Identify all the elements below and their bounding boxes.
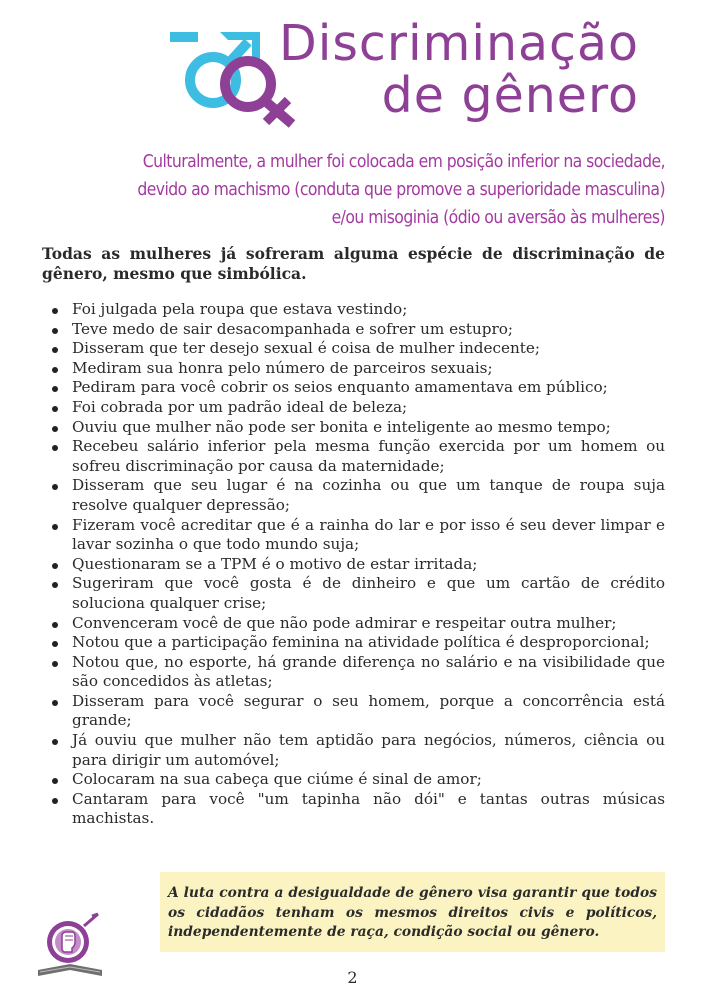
- subtitle: [45, 148, 665, 232]
- page-title: [279, 15, 639, 124]
- highlight-callout: A luta contra a desigualdade de gênero visa garantir que todos os cidadãos tenham os mesmos direitos civis e políticos, independentemente de raça, condição social ou gênero.: [160, 872, 665, 952]
- list-item: Sugeriram que você gosta é de dinheiro e que um cartão de crédito soluciona qualquer crise;: [50, 574, 665, 613]
- list-item: Disseram para você segurar o seu homem, porque a concorrência está grande;: [50, 692, 665, 731]
- list-item: Notou que, no esporte, há grande diferença no salário e na visibilidade que são concedidos às atletas;: [50, 653, 665, 692]
- list-item: Convenceram você de que não pode admirar e respeitar outra mulher;: [50, 614, 665, 634]
- list-item: Questionaram se a TPM é o motivo de estar irritada;: [50, 555, 665, 575]
- list-item: Disseram que ter desejo sexual é coisa de mulher indecente;: [50, 339, 665, 359]
- list-item: Disseram que seu lugar é na cozinha ou que um tanque de roupa suja resolve qualquer depressão;: [50, 476, 665, 515]
- list-item: Teve medo de sair desacompanhada e sofrer um estupro;: [50, 320, 665, 340]
- subtitle-line-1: Culturalmente, a mulher foi colocada em posição inferior na sociedade,: [142, 152, 665, 172]
- list-item: Pediram para você cobrir os seios enquanto amamentava em público;: [50, 378, 665, 398]
- list-item: Cantaram para você "um tapinha não dói" e tantas outras músicas machistas.: [50, 790, 665, 829]
- subtitle-line-3: e/ou misoginia (ódio ou aversão às mulheres): [331, 208, 665, 228]
- list-item: Colocaram na sua cabeça que ciúme é sinal de amor;: [50, 770, 665, 790]
- subtitle-line-2: devido ao machismo (conduta que promove a superioridade masculina): [137, 180, 665, 200]
- list-item: Notou que a participação feminina na atividade política é desproporcional;: [50, 633, 665, 653]
- list-item: Mediram sua honra pelo número de parceiros sexuais;: [50, 359, 665, 379]
- intro-paragraph: Todas as mulheres já sofreram alguma espécie de discriminação de gênero, mesmo que simbólica.: [42, 244, 665, 283]
- list-item: Foi julgada pela roupa que estava vestindo;: [50, 300, 665, 320]
- list-item: Já ouviu que mulher não tem aptidão para negócios, números, ciência ou para dirigir um automóvel;: [50, 731, 665, 770]
- list-item: Fizeram você acreditar que é a rainha do lar e por isso é seu dever limpar e lavar sozinha o que todo mundo suja;: [50, 516, 665, 555]
- discrimination-list: [50, 300, 665, 829]
- list-item: Foi cobrada por um padrão ideal de beleza;: [50, 398, 665, 418]
- list-item: Recebeu salário inferior pela mesma função exercida por um homem ou sofreu discriminação por causa da maternidade;: [50, 437, 665, 476]
- title-line-1: Discriminação: [279, 15, 639, 72]
- title-line-2: de gênero: [381, 67, 639, 124]
- list-item: Ouviu que mulher não pode ser bonita e inteligente ao mesmo tempo;: [50, 418, 665, 438]
- page-number: 2: [347, 968, 358, 987]
